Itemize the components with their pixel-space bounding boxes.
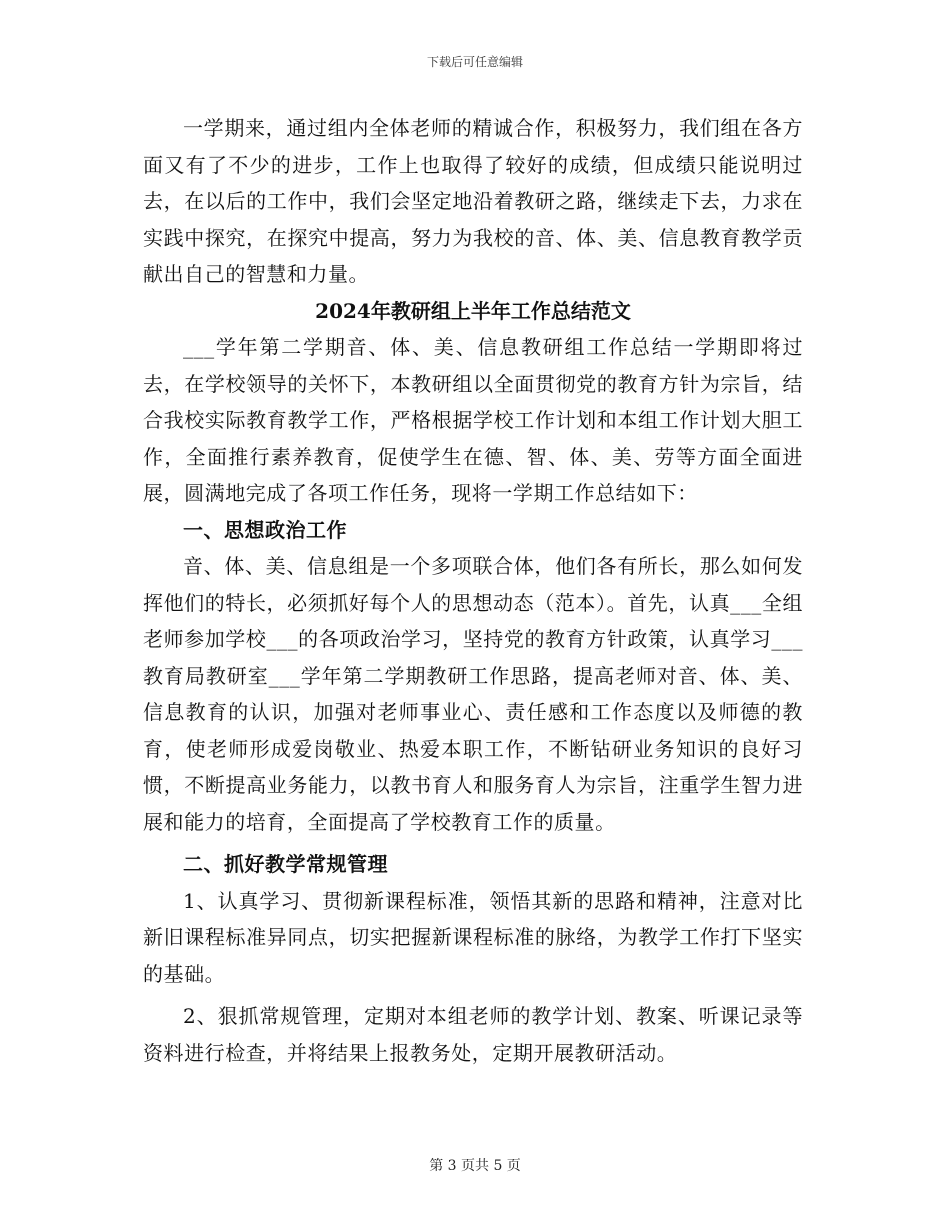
document-title: 2024年教研组上半年工作总结范文	[315, 298, 631, 323]
intro-paragraph: 一学期来，通过组内全体老师的精诚合作，积极努力，我们组在各方面又有了不少的进步，工作上也取得了较好的成绩，但成绩只能说明过去，在以后的工作中，我们会坚定地沿着教研之路，继续走下去，力求在实践中探究，在探究中提高，努力为我校的音、体、美、信息教育教学贡献出自己的智慧和力量。	[143, 116, 803, 286]
teaching-item-2: 2、狠抓常规管理，定期对本组老师的教学计划、教案、听课记录等资料进行检查，并将结果上报教务处，定期开展教研活动。	[143, 1004, 803, 1065]
summary-paragraph: ___学年第二学期音、体、美、信息教研组工作总结一学期即将过去，在学校领导的关怀下，本教研组以全面贯彻党的教育方针为宗旨，结合我校实际教育教学工作，严格根据学校工作计划和本组工作计划大胆工作，全面推行素养教育，促使学生在德、智、体、美、劳等方面全面进展，圆满地完成了各项工作任务，现将一学期工作总结如下：	[143, 335, 803, 505]
section-heading-political: 一、思想政治工作	[183, 517, 347, 542]
page-header-note: 下载后可任意编辑	[426, 55, 523, 69]
document-body	[143, 110, 803, 1071]
page-number: 第 3 页共 5 页	[429, 1158, 521, 1174]
section-heading-teaching: 二、抓好教学常规管理	[183, 852, 388, 876]
political-work-paragraph: 音、体、美、信息组是一个多项联合体，他们各有所长，那么如何发挥他们的特长，必须抓好每个人的思想动态（范本）。首先，认真___全组老师参加学校___的各项政治学习，坚持党的教育方针政策，认真学习___教育局教研室___学年第二学期教研工作思路，提高老师对音、体、美、信息教育的认识，加强对老师事业心、责任感和工作态度以及师德的教育，使老师形成爱岗敬业、热爱本职工作，不断钻研业务知识的良好习惯，不断提高业务能力，以教书育人和服务育人为宗旨，注重学生智力进展和能力的培育，全面提高了学校教育工作的质量。	[143, 554, 803, 834]
teaching-item-1: 1、认真学习、贯彻新课程标准，领悟其新的思路和精神，注意对比新旧课程标准异同点，切实把握新课程标准的脉络，为教学工作打下坚实的基础。	[143, 888, 803, 986]
